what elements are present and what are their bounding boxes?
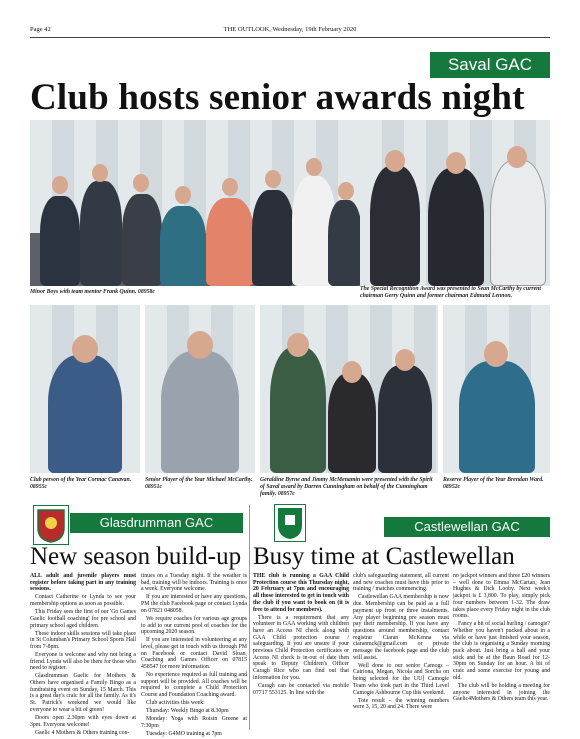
paragraph: Fancy a bit of social hurling / camogie? Whether you haven't pucked about in a while or have just finished your season, the club is organising a Sunday morning puck about. Just bring a ball and your stick and be at the Baun Road for 12-30pm on Sunday for an hour. A bit of craic and some exercise for young and old. <box>453 621 550 681</box>
paragraph: If you are interested or have any questions, PM the club Facebook page or contact Lynda on 07821 048058. <box>141 594 247 614</box>
photo-reserve-player <box>443 305 550 473</box>
glasdrumman-section: Glasdrumman GAC <box>70 513 243 533</box>
glasdrumman-col1 <box>30 573 136 738</box>
glasdrumman-col2 <box>141 573 247 739</box>
paragraph: No experience required as full training and support will be provided. All coaches will be required to complete a Child Protection Course and Foundation Coaching award. <box>141 672 247 699</box>
paragraph: tinues on a Tuesday night. If the weather is bad, training will be indoors. Training is once a week. Everyone welcome. <box>141 573 247 593</box>
paragraph: Club activities this week: <box>146 700 205 707</box>
paragraph: Everyone is welcome and why not bring a friend. Lynda will also be there for those who need to register. <box>30 651 136 672</box>
caption-photo4: Senior Player of the Year Michael McCarthy. 08951c <box>145 477 253 490</box>
photo-spirit-of-saval <box>260 305 438 473</box>
paragraph: If you are interested in volunteering at any level, please get in touch with us through PM on Facebook or contact David Sloan, Coaching and Games Officer on 07815 458547 for more information. <box>141 637 247 671</box>
castlewellan-crest-icon <box>275 505 305 541</box>
paragraph: ALL adult and juvenile players must register before taking part in any training sessions. <box>30 573 136 593</box>
paragraph: Gaelic 4 Mothers & Others training con- <box>35 729 130 736</box>
castlewellan-crest <box>274 504 306 542</box>
paragraph: Monday: Yoga with Roisin Greene at 7:30pm <box>141 716 247 729</box>
paragraph: Thursday: Weekly Bingo at 8.30pm <box>146 708 229 715</box>
glasdrumman-crest-icon <box>34 506 68 544</box>
paragraph: Castlewellan GAA membership is now due. Membership can be paid as a full payment up front or three instalments. Any player beginning pre season must pay their membership. If you have any questions around membership, contact registrar Ciaran McKenna via ciaranmck@gmail.com or private message the facebook page and the club will assist. <box>353 594 449 661</box>
paragraph: Doors open 2.30pm with eyes down at 3pm. Everyone welcome! <box>30 714 136 728</box>
paragraph: no jackpot winners and three £20 winners – well done to Emma McCartan, Jean Hughes & Dick Looby. Next week's jackpot is £ 3,800. To play, simply pick four numbers between 1-32. The draw takes place every Friday night in the club rooms. <box>453 573 550 620</box>
glasdrumman-crest <box>33 505 69 545</box>
paragraph: Well done to our senior Camogs – Catriona, Megan, Nicola and Sorcha on being selected for the UU] Camogie Team who took part in the Third Level Camogie Ashbourne Cup this weekend. <box>353 662 449 696</box>
paragraph: Glasdrumman Gaelic for Mothers & Others have organised a Family Bingo as a fundraising event on Sunday, 15 March. This is a great day's craic for all the family. As it's St. Patrick's weekend we would like everyone to wear a bit of green! <box>30 673 136 713</box>
photo-club-person <box>30 305 140 473</box>
castlewellan-section: Castlewellan GAC <box>384 517 550 537</box>
paragraph: THE club is running a GAA Child Protection course this Thursday night, 20 February at 7pm and encouraging all those interested to get in touch with the club if you want to book on (it is free to attend for members). <box>253 573 349 613</box>
photo-special-recognition <box>360 120 550 286</box>
photo-senior-player <box>145 305 255 473</box>
caption-photo6: Reserve Player of the Year Brendan Ward. 08952c <box>443 477 544 490</box>
glasdrumman-title: New season build-up <box>30 543 242 570</box>
headline: Club hosts senior awards night <box>30 77 525 118</box>
castlewellan-col3 <box>453 573 550 704</box>
castlewellan-col2 <box>353 573 449 712</box>
castlewellan-col1 <box>253 573 349 698</box>
caption-photo5: Geraldine Byrne and Jimmy McMenamin were presented with the Spirit of Saval award by Darren Cunningham on behalf of the Cunningham family. 08957c <box>260 477 433 497</box>
paragraph: club's safeguarding statement, all current and new coaches must have this prior to training / matches commencing. <box>353 573 449 593</box>
page-number: Page 42 <box>30 26 51 33</box>
paragraph: There is a requirement that any volunteer in GAA working with children have an Access NI check along with GAA Child protection course / safeguarding. If you are unsure if your previous Child Protection certificates or Access NI check is in-out of date then speak to Deputy Children's Officer Caragh Rice who can find out that information for you. <box>253 614 349 681</box>
photo-minor-boys <box>30 120 360 286</box>
paragraph: Caragh can be contacted via mobile 07717 553125. In line with the <box>253 682 349 696</box>
section-tag: Saval GAC <box>430 52 550 78</box>
paragraph: This Friday sees the first of our 'Go Games Gaelic football coaching' for pre school and primary school aged children. <box>30 609 136 629</box>
caption-photo3: Club person of the Year Cormac Canavan. 08955c <box>30 477 132 490</box>
column-divider <box>249 505 250 730</box>
paragraph: Tote result – the winning numbers were 3, 15, 20 and 24. There were <box>353 697 449 711</box>
castlewellan-title: Busy time at Castlewellan <box>253 543 515 570</box>
paragraph: Contact Catherine or Lynda to see your membership options as soon as possible. <box>30 594 136 608</box>
caption-photo1: Minor Boys with team mentor Frank Quinn. 08958c <box>30 289 155 295</box>
paragraph: Tuesday: G4MO training at 7pm <box>146 730 222 737</box>
page-header <box>30 23 550 38</box>
paragraph: These indoor skills sessions will take place in St Columban's Primary School Sports Hall from 7-8pm. <box>30 630 136 650</box>
caption-photo2: The Special Recognition Award was presented to Sean McCarthy by current chairman Gerry Quinn and former chairman Edmund Lennon. <box>360 286 541 299</box>
masthead: THE OUTLOOK, Wednesday, 19th February 2020 <box>223 26 357 33</box>
paragraph: The club will be holding a meeting for anyone interested in joining the Gaelic4Mothers & Others team this year. <box>453 682 550 703</box>
paragraph: We require coaches for various age groups to add to our current pool of coaches for the upcoming 2020 season. <box>141 615 247 636</box>
